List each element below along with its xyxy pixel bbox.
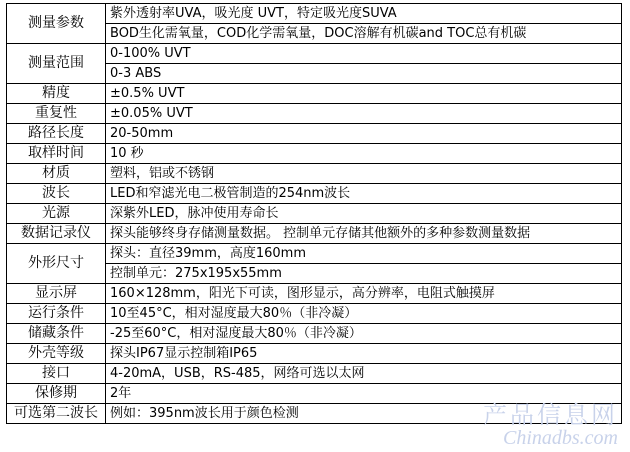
spec-value: 10 秒 <box>106 144 622 164</box>
spec-value: 4-20mA，USB，RS-485，网络可选以太网 <box>106 364 622 384</box>
spec-row <box>7 324 622 344</box>
spec-row <box>7 224 622 244</box>
spec-label: 材质 <box>7 164 106 184</box>
spec-value: 控制单元：275x195x55mm <box>106 264 622 284</box>
spec-label: 波长 <box>7 184 106 204</box>
spec-value: ±0.05% UVT <box>106 104 622 124</box>
spec-label: 重复性 <box>7 104 106 124</box>
spec-value: 20-50mm <box>106 124 622 144</box>
spec-value: ±0.5% UVT <box>106 84 622 104</box>
spec-value: 探头：直径39mm，高度160mm <box>106 244 622 264</box>
spec-label: 测量参数 <box>7 4 106 44</box>
spec-value: 探头能够终身存储测量数据。 控制单元存储其他额外的多种参数测量数据 <box>106 224 622 244</box>
spec-table-body <box>7 4 622 424</box>
spec-row <box>7 284 622 304</box>
spec-label: 外壳等级 <box>7 344 106 364</box>
spec-row <box>7 244 622 264</box>
spec-value: 10至45°C，相对湿度最大80％（非冷凝） <box>106 304 622 324</box>
spec-row <box>7 404 622 424</box>
spec-row <box>7 44 622 64</box>
spec-value: 0-3 ABS <box>106 64 622 84</box>
spec-row <box>7 124 622 144</box>
spec-value: LED和窄滤光电二极管制造的254nm波长 <box>106 184 622 204</box>
spec-label: 储藏条件 <box>7 324 106 344</box>
spec-label: 保修期 <box>7 384 106 404</box>
spec-row <box>7 164 622 184</box>
spec-row <box>7 4 622 24</box>
spec-label: 精度 <box>7 84 106 104</box>
spec-row <box>7 104 622 124</box>
spec-value: -25至60°C，相对湿度最大80％（非冷凝） <box>106 324 622 344</box>
spec-value: 塑料，铝或不锈钢 <box>106 164 622 184</box>
spec-row <box>7 304 622 324</box>
watermark-cn: 产品信息网 <box>483 401 618 429</box>
spec-label: 路径长度 <box>7 124 106 144</box>
spec-row <box>7 364 622 384</box>
spec-row <box>7 84 622 104</box>
spec-row <box>7 384 622 404</box>
spec-table <box>6 3 622 424</box>
spec-label: 测量范围 <box>7 44 106 84</box>
spec-value: 例如：395nm波长用于颜色检测 <box>106 404 622 424</box>
spec-row <box>7 144 622 164</box>
watermark-en: Chinadbs.com <box>503 427 618 449</box>
spec-label: 可选第二波长 <box>7 404 106 424</box>
spec-value: 探头IP67显示控制箱IP65 <box>106 344 622 364</box>
spec-value: 2年 <box>106 384 622 404</box>
spec-row <box>7 344 622 364</box>
spec-row <box>7 204 622 224</box>
spec-label: 运行条件 <box>7 304 106 324</box>
spec-label: 数据记录仪 <box>7 224 106 244</box>
spec-value: 160×128mm，阳光下可读，图形显示，高分辨率，电阻式触摸屏 <box>106 284 622 304</box>
spec-label: 外形尺寸 <box>7 244 106 284</box>
spec-label: 接口 <box>7 364 106 384</box>
spec-label: 取样时间 <box>7 144 106 164</box>
spec-value: BOD生化需氧量，COD化学需氧量，DOC溶解有机碳and TOC总有机碳 <box>106 24 622 44</box>
spec-row <box>7 184 622 204</box>
spec-value: 紫外透射率UVA，吸光度 UVT，特定吸光度SUVA <box>106 4 622 24</box>
spec-label: 光源 <box>7 204 106 224</box>
spec-value: 深紫外LED，脉冲使用寿命长 <box>106 204 622 224</box>
spec-value: 0-100% UVT <box>106 44 622 64</box>
spec-label: 显示屏 <box>7 284 106 304</box>
